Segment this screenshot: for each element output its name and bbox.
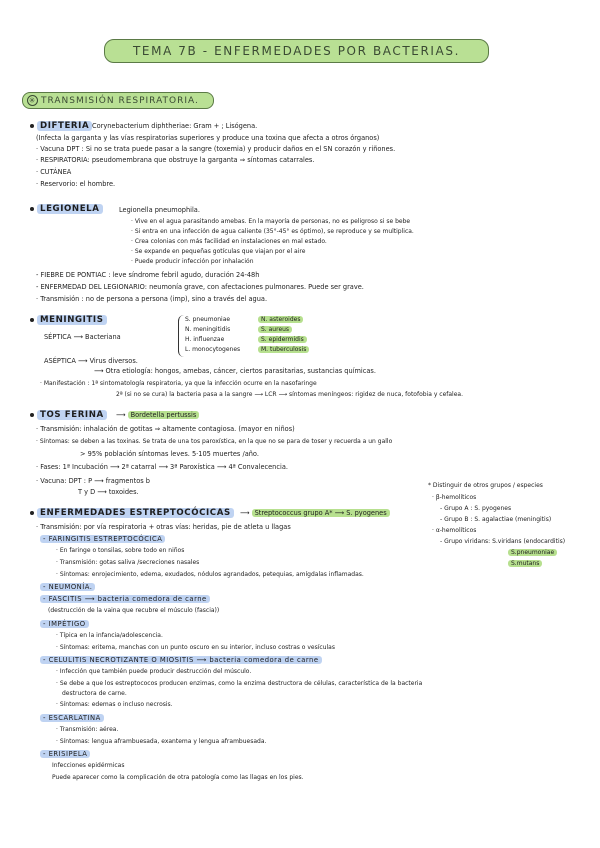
- section-heading: ✳ TRANSMISIÓN RESPIRATORIA.: [22, 92, 214, 109]
- difteria-line: (Infecta la garganta y las vías respiratorias superiores y produce una toxina que afecta a otros órganos): [36, 134, 380, 142]
- bullet-icon: [30, 207, 34, 211]
- estreptococicas-line: · Transmisión: por vía respiratoria + otras vías: heridas, pie de atleta u llagas: [36, 523, 291, 531]
- bullet-icon: [30, 511, 34, 515]
- legionela-agent: Legionella pneumophila.: [119, 206, 200, 214]
- estreptococicas-line: Puede aparecer como la complicación de otra patología como las llagas en los pies.: [52, 774, 304, 781]
- estreptococicas-heading: ENFERMEDADES ESTREPTOCÓCICAS: [37, 508, 234, 518]
- estreptococicas-line: · Síntomas: lengua aframbuesada, exantema y lengua aframbuesada.: [56, 738, 267, 745]
- bullet-icon: [30, 318, 34, 322]
- subheading: - ESCARLATINA: [40, 714, 104, 722]
- tos-ferina-line: · Síntomas: se deben a las toxinas. Se trata de una tos paroxística, en la que no se para de toser y recuerda a un gallo: [36, 438, 393, 445]
- tos-ferina-line: · Transmisión: inhalación de gotitas ⇒ altamente contagiosa. (mayor en niños): [36, 425, 295, 433]
- bullet-icon: [30, 413, 34, 417]
- estreptococicas-line: · Típica en la infancia/adolescencia.: [56, 632, 163, 639]
- groups-note-line: S.mutans: [508, 560, 542, 568]
- tos-ferina-line: > 95% población síntomas leves. 5·105 muertes /año.: [80, 450, 259, 458]
- legionela-line: · Vive en el agua parasitando amebas. En la mayoría de personas, no es peligroso si se bebe: [131, 218, 411, 225]
- bacteria-left: L. monocytogenes: [185, 346, 241, 353]
- subheading: - ERISIPELA: [40, 750, 90, 758]
- tos-ferina-line: · Vacuna: DPT : P ⟶ fragmentos b: [36, 477, 150, 485]
- estreptococicas-line: destructora de carne.: [62, 690, 127, 697]
- page-title: TEMA 7B - ENFERMEDADES POR BACTERIAS.: [104, 39, 489, 63]
- estreptococicas-agent: ⟶ Streptococcus grupo A* ⟶ S. pyogenes: [240, 509, 390, 517]
- tos-ferina-agent: ⟶ Bordetella pertussis: [116, 411, 199, 419]
- estreptococicas-line: · Síntomas: eritema, manchas con un punto oscuro en su interior, incluso costras o vesículas: [56, 644, 335, 651]
- groups-note-line: - Grupo viridans: S.viridans (endocarditis): [440, 538, 566, 545]
- difteria-line: · Reservorio: el hombre.: [36, 180, 116, 188]
- legionela-line: - ENFERMEDAD DEL LEGIONARIO: neumonía grave, con afectaciones pulmonares. Puede ser grave.: [36, 283, 364, 291]
- tos-ferina-line: · Fases: 1ª Incubación ⟶ 2ª catarral ⟶ 3ª Paroxística ⟶ 4ª Convalecencia.: [36, 463, 288, 471]
- bacteria-right: M. tuberculosis: [258, 346, 309, 354]
- subheading: - IMPÉTIGO: [40, 620, 89, 628]
- legionela-line: · Transmisión : no de persona a persona (imp), sino a través del agua.: [36, 295, 268, 303]
- tos-ferina-line: T y D ⟶ toxoides.: [78, 488, 139, 496]
- estreptococicas-line: · Transmisión: gotas saliva /secreciones nasales: [56, 559, 200, 566]
- groups-note-line: - Grupo A : S. pyogenes: [440, 505, 512, 512]
- meningitis-aseptica: ASÉPTICA ⟶ Virus diversos.: [44, 357, 138, 365]
- asterisk-circle-icon: ✳: [28, 96, 37, 105]
- brace: [178, 315, 184, 357]
- subheading: - FASCITIS ⟶ bacteria comedora de carne: [40, 595, 210, 603]
- estreptococicas-line: · Infección que también puede producir destrucción del músculo.: [56, 668, 252, 675]
- estreptococicas-line: · En faringe o tonsilas, sobre todo en niños: [56, 547, 185, 554]
- groups-note-heading: * Distinguir de otros grupos / especies: [428, 482, 543, 489]
- bacteria-right: S. epidermidis: [258, 336, 307, 344]
- meningitis-heading: MENINGITIS: [37, 315, 107, 325]
- tos-ferina-heading: TOS FERINA: [37, 410, 107, 420]
- bacteria-left: N. meningitidis: [185, 326, 231, 333]
- subheading: - NEUMONÍA.: [40, 583, 95, 591]
- legionela-line: · Si entra en una infección de agua caliente (35°-45° es óptimo), se reproduce y se multiplica.: [131, 228, 414, 235]
- legionela-line: · Se expande en pequeñas gotículas que viajan por el aire: [131, 248, 306, 255]
- bacteria-left: S. pneumoniae: [185, 316, 231, 323]
- subheading: - CELULITIS NECROTIZANTE O MIOSITIS ⟶ bacteria comedora de carne: [40, 656, 322, 664]
- meningitis-line: 2ª (si no se cura) la bacteria pasa a la sangre ⟶ LCR ⟶ síntomas meníngeos: rigidez de nuca, fotofobia y cefalea.: [116, 391, 463, 398]
- estreptococicas-line: · Síntomas: enrojecimiento, edema, exudados, nódulos agrandados, petequias, amígdalas inflamadas.: [56, 571, 364, 578]
- legionela-line: · Puede producir infección por inhalación: [131, 258, 254, 265]
- bullet-icon: [30, 124, 34, 128]
- estreptococicas-line: · Transmisión: aérea.: [56, 726, 119, 733]
- legionela-heading: LEGIONELA: [37, 204, 103, 214]
- difteria-heading: DIFTERIA: [37, 121, 92, 131]
- estreptococicas-line: (destrucción de la vaina que recubre el músculo (fascia)): [48, 607, 220, 614]
- estreptococicas-line: · Síntomas: edemas o incluso necrosis.: [56, 701, 173, 708]
- bacteria-right: N. asteroides: [258, 316, 303, 324]
- groups-note-line: S.pneumoniae: [508, 549, 557, 557]
- bacteria-right: S. aureus: [258, 326, 292, 334]
- difteria-line: · Vacuna DPT : Si no se trata puede pasar a la sangre (toxemia) y producir daños en el SN corazón y riñones.: [36, 145, 396, 153]
- legionela-line: · Crea colonias con más facilidad en instalaciones en mal estado.: [131, 238, 327, 245]
- legionela-line: - FIEBRE DE PONTIAC : leve síndrome febril agudo, duración 24-48h: [36, 271, 260, 279]
- meningitis-line: ⟶ Otra etiología: hongos, amebas, cáncer, ciertos parasitarias, sustancias químicas.: [94, 367, 376, 375]
- difteria-line: · CUTÁNEA: [36, 168, 72, 176]
- groups-note-line: · β-hemolíticos: [432, 494, 477, 501]
- groups-note-line: · α-hemolíticos: [432, 527, 477, 534]
- estreptococicas-line: Infecciones epidérmicas: [52, 762, 125, 769]
- groups-note-line: - Grupo B : S. agalactiae (meningitis): [440, 516, 552, 523]
- subheading: - FARINGITIS ESTREPTOCÓCICA: [40, 535, 165, 543]
- difteria-line: · RESPIRATORIA: pseudomembrana que obstruye la garganta ⇒ síntomas catarrales.: [36, 156, 315, 164]
- estreptococicas-line: · Se debe a que los estreptococos producen enzimas, como la enzima destructora de células, característica de la bacteria: [56, 680, 423, 687]
- meningitis-septica: SÉPTICA ⟶ Bacteriana: [44, 333, 121, 341]
- difteria-agent: Corynebacterium diphtheriae: Gram + ; Lisógena.: [92, 122, 258, 130]
- meningitis-line: · Manifestación : 1ª sintomatología respiratoria, ya que la infección ocurre en la nasofaringe: [40, 380, 317, 387]
- bacteria-left: H. influenzae: [185, 336, 225, 343]
